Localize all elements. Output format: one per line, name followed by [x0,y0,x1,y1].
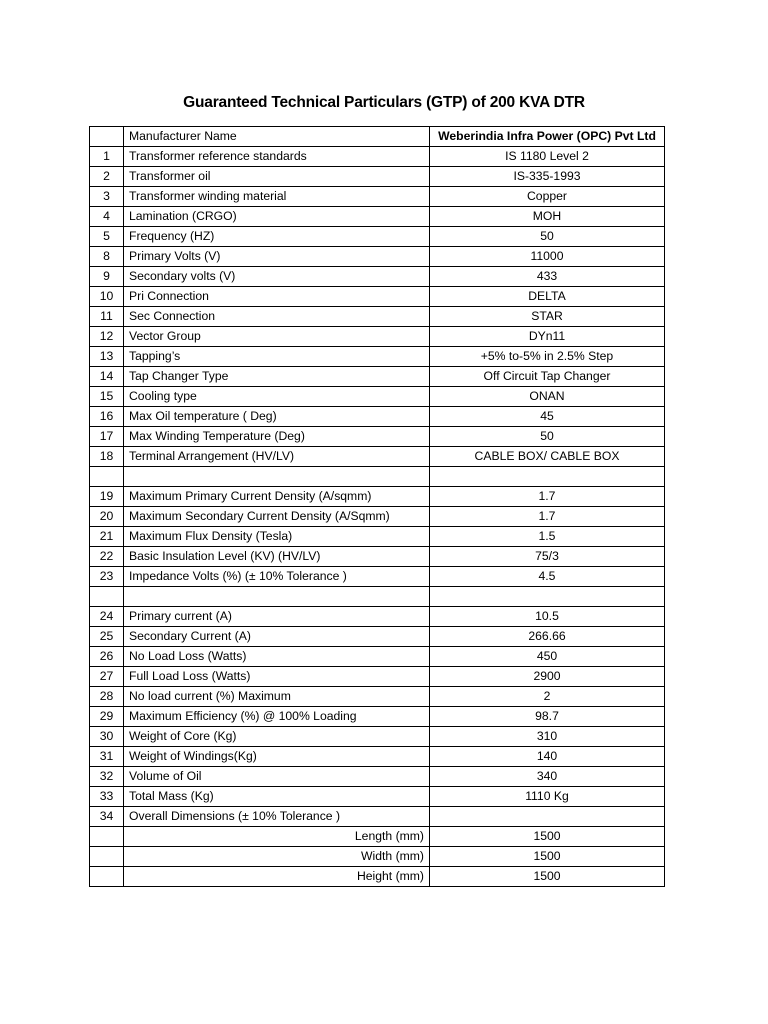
sl-no-cell: 18 [90,447,124,467]
value-cell: 10.5 [430,607,665,627]
table-row [90,167,665,187]
sl-no-cell: 28 [90,687,124,707]
parameter-cell: Impedance Volts (%) (± 10% Tolerance ) [124,567,430,587]
sl-no-cell: 27 [90,667,124,687]
sl-no-cell: 1 [90,147,124,167]
table-row [90,247,665,267]
table-row [90,847,665,867]
table-row [90,767,665,787]
parameter-cell: Maximum Primary Current Density (A/sqmm) [124,487,430,507]
value-cell: 50 [430,227,665,247]
value-cell: MOH [430,207,665,227]
parameter-cell: Cooling type [124,387,430,407]
sl-no-cell: 29 [90,707,124,727]
value-cell: 1500 [430,847,665,867]
value-cell: 50 [430,427,665,447]
table-row [90,867,665,887]
value-cell: 45 [430,407,665,427]
table-row [90,647,665,667]
sl-no-cell: 23 [90,567,124,587]
parameter-cell: Tap Changer Type [124,367,430,387]
sl-no-cell: 26 [90,647,124,667]
parameter-cell: Transformer oil [124,167,430,187]
sl-no-cell: 20 [90,507,124,527]
page-title: Guaranteed Technical Particulars (GTP) of 200 KVA DTR [183,94,585,111]
value-cell: 310 [430,727,665,747]
sl-no-cell: 9 [90,267,124,287]
parameter-cell: Lamination (CRGO) [124,207,430,227]
table-row [90,747,665,767]
table-row [90,667,665,687]
sl-no-cell: 3 [90,187,124,207]
table-row [90,447,665,467]
value-cell: 450 [430,647,665,667]
header-row [90,127,665,147]
value-cell: DYn11 [430,327,665,347]
sl-no-cell: 2 [90,167,124,187]
gtp-table [89,126,665,887]
sl-no-cell [90,467,124,487]
table-row [90,427,665,447]
value-cell: STAR [430,307,665,327]
parameter-cell: No load current (%) Maximum [124,687,430,707]
value-cell [430,807,665,827]
sl-no-cell: 16 [90,407,124,427]
table-row [90,787,665,807]
table-row [90,727,665,747]
table-row [90,587,665,607]
value-cell: 1.7 [430,507,665,527]
parameter-cell: Pri Connection [124,287,430,307]
value-cell: 4.5 [430,567,665,587]
value-cell: IS 1180 Level 2 [430,147,665,167]
sl-no-cell: 4 [90,207,124,227]
sl-no-cell [90,827,124,847]
value-cell: 433 [430,267,665,287]
parameter-cell: Overall Dimensions (± 10% Tolerance ) [124,807,430,827]
value-cell: 140 [430,747,665,767]
table-row [90,507,665,527]
parameter-cell: Primary Volts (V) [124,247,430,267]
value-cell: 1500 [430,867,665,887]
sl-no-cell: 30 [90,727,124,747]
value-cell: ONAN [430,387,665,407]
gtp-table-body [90,127,665,887]
table-row [90,187,665,207]
parameter-cell: Frequency (HZ) [124,227,430,247]
sl-no-cell: 17 [90,427,124,447]
parameter-cell: Full Load Loss (Watts) [124,667,430,687]
parameter-cell: Max Winding Temperature (Deg) [124,427,430,447]
table-row [90,327,665,347]
value-cell: DELTA [430,287,665,307]
parameter-cell: Sec Connection [124,307,430,327]
parameter-cell: Primary current (A) [124,607,430,627]
sl-no-cell [90,867,124,887]
value-cell: Copper [430,187,665,207]
value-cell: 75/3 [430,547,665,567]
sl-no-cell: 22 [90,547,124,567]
parameter-cell: Width (mm) [124,847,430,867]
header-value-cell: Weberindia Infra Power (OPC) Pvt Ltd [430,127,665,147]
parameter-cell: Maximum Efficiency (%) @ 100% Loading [124,707,430,727]
sl-no-cell [90,587,124,607]
value-cell: 266.66 [430,627,665,647]
value-cell: +5% to-5% in 2.5% Step [430,347,665,367]
table-row [90,547,665,567]
parameter-cell: Total Mass (Kg) [124,787,430,807]
table-row [90,267,665,287]
parameter-cell: Transformer reference standards [124,147,430,167]
value-cell: 340 [430,767,665,787]
parameter-cell: Weight of Windings(Kg) [124,747,430,767]
table-row [90,407,665,427]
sl-no-cell: 33 [90,787,124,807]
value-cell: 1110 Kg [430,787,665,807]
parameter-cell: Height (mm) [124,867,430,887]
parameter-cell: Vector Group [124,327,430,347]
sl-no-cell: 31 [90,747,124,767]
header-sl-cell [90,127,124,147]
table-row [90,467,665,487]
sl-no-cell: 5 [90,227,124,247]
parameter-cell: Terminal Arrangement (HV/LV) [124,447,430,467]
sl-no-cell: 21 [90,527,124,547]
parameter-cell: Secondary volts (V) [124,267,430,287]
sl-no-cell: 14 [90,367,124,387]
table-row [90,287,665,307]
value-cell: 2 [430,687,665,707]
parameter-cell [124,587,430,607]
parameter-cell: Volume of Oil [124,767,430,787]
value-cell: 1500 [430,827,665,847]
value-cell: 2900 [430,667,665,687]
table-row [90,527,665,547]
table-row [90,567,665,587]
sl-no-cell: 24 [90,607,124,627]
parameter-cell: Maximum Secondary Current Density (A/Sqmm) [124,507,430,527]
parameter-cell: No Load Loss (Watts) [124,647,430,667]
sl-no-cell: 15 [90,387,124,407]
sl-no-cell: 19 [90,487,124,507]
parameter-cell: Transformer winding material [124,187,430,207]
parameter-cell: Max Oil temperature ( Deg) [124,407,430,427]
table-row [90,627,665,647]
table-row [90,827,665,847]
parameter-cell: Weight of Core (Kg) [124,727,430,747]
table-row [90,387,665,407]
sl-no-cell: 11 [90,307,124,327]
table-row [90,687,665,707]
parameter-cell: Secondary Current (A) [124,627,430,647]
value-cell [430,587,665,607]
sl-no-cell: 25 [90,627,124,647]
value-cell: 1.5 [430,527,665,547]
table-row [90,487,665,507]
value-cell [430,467,665,487]
table-row [90,307,665,327]
value-cell: 1.7 [430,487,665,507]
value-cell: IS-335-1993 [430,167,665,187]
value-cell: CABLE BOX/ CABLE BOX [430,447,665,467]
sl-no-cell: 8 [90,247,124,267]
table-row [90,807,665,827]
header-parameter-cell: Manufacturer Name [124,127,430,147]
table-row [90,367,665,387]
table-row [90,607,665,627]
parameter-cell: Maximum Flux Density (Tesla) [124,527,430,547]
parameter-cell: Basic Insulation Level (KV) (HV/LV) [124,547,430,567]
value-cell: 98.7 [430,707,665,727]
table-row [90,347,665,367]
table-row [90,207,665,227]
sl-no-cell: 10 [90,287,124,307]
parameter-cell: Length (mm) [124,827,430,847]
parameter-cell: Tapping’s [124,347,430,367]
sl-no-cell: 12 [90,327,124,347]
sl-no-cell [90,847,124,867]
sl-no-cell: 13 [90,347,124,367]
table-row [90,707,665,727]
value-cell: 11000 [430,247,665,267]
parameter-cell [124,467,430,487]
sl-no-cell: 32 [90,767,124,787]
table-row [90,227,665,247]
table-row [90,147,665,167]
sl-no-cell: 34 [90,807,124,827]
value-cell: Off Circuit Tap Changer [430,367,665,387]
